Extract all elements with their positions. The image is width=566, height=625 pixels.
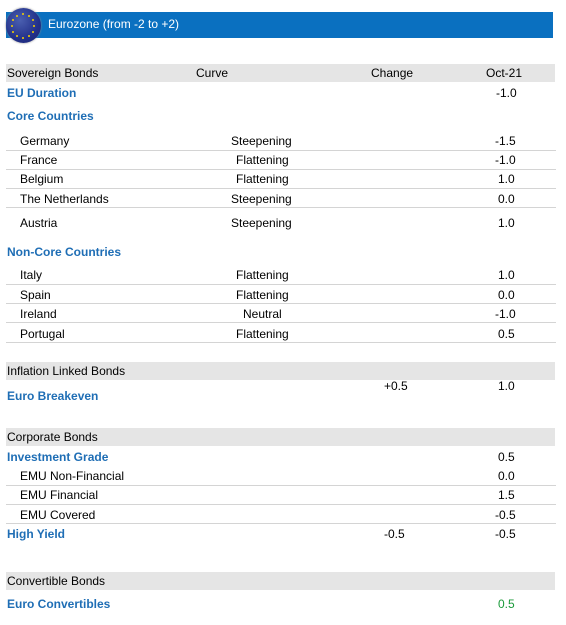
country-name: The Netherlands bbox=[20, 192, 109, 206]
country-name: Portugal bbox=[20, 327, 65, 341]
country-name: France bbox=[20, 153, 58, 167]
country-name: Ireland bbox=[20, 307, 57, 321]
section-convertible-label: Convertible Bonds bbox=[7, 574, 106, 588]
column-month-header: Oct-21 bbox=[486, 66, 523, 80]
column-change-header: Change bbox=[371, 66, 414, 80]
country-value: 0.5 bbox=[498, 327, 515, 341]
breakeven-change: +0.5 bbox=[384, 379, 408, 393]
country-curve: Flattening bbox=[236, 172, 289, 186]
row-divider bbox=[6, 504, 556, 505]
country-curve: Steepening bbox=[231, 216, 292, 230]
country-curve: Neutral bbox=[243, 307, 282, 321]
section-corporate-label: Corporate Bonds bbox=[7, 430, 98, 444]
row-divider bbox=[6, 342, 556, 343]
country-name: Spain bbox=[20, 288, 51, 302]
high-yield-value: -0.5 bbox=[495, 527, 516, 541]
country-value: 1.0 bbox=[498, 216, 515, 230]
country-name: Italy bbox=[20, 268, 43, 282]
core-countries-label: Core Countries bbox=[7, 109, 94, 123]
corporate-item-value: 1.5 bbox=[498, 488, 515, 502]
country-name: Austria bbox=[20, 216, 58, 230]
eu-duration-value: -1.0 bbox=[496, 86, 517, 100]
corporate-item-name: EMU Non-Financial bbox=[20, 469, 125, 483]
corporate-item-value: 0.0 bbox=[498, 469, 515, 483]
noncore-countries-label: Non-Core Countries bbox=[7, 245, 121, 259]
high-yield-change: -0.5 bbox=[384, 527, 405, 541]
row-divider bbox=[6, 322, 556, 323]
country-value: -1.5 bbox=[495, 134, 516, 148]
country-value: 1.0 bbox=[498, 268, 515, 282]
row-divider bbox=[6, 523, 556, 524]
euro-convertibles-value: 0.5 bbox=[498, 597, 515, 611]
country-value: 1.0 bbox=[498, 172, 515, 186]
country-curve: Flattening bbox=[236, 153, 289, 167]
country-curve: Flattening bbox=[236, 288, 289, 302]
country-value: -1.0 bbox=[495, 153, 516, 167]
row-divider bbox=[6, 169, 556, 170]
country-value: 0.0 bbox=[498, 192, 515, 206]
breakeven-value: 1.0 bbox=[498, 379, 515, 393]
row-divider bbox=[6, 150, 556, 151]
country-curve: Steepening bbox=[231, 134, 292, 148]
country-name: Germany bbox=[20, 134, 70, 148]
investment-grade-label: Investment Grade bbox=[7, 450, 109, 464]
eu-duration-label: EU Duration bbox=[7, 86, 77, 100]
section-inflation-label: Inflation Linked Bonds bbox=[7, 364, 126, 378]
section-sovereign-label: Sovereign Bonds bbox=[7, 66, 99, 80]
corporate-item-value: -0.5 bbox=[495, 508, 516, 522]
row-divider bbox=[6, 188, 556, 189]
eu-flag-icon bbox=[6, 8, 41, 43]
euro-breakeven-label: Euro Breakeven bbox=[7, 389, 99, 403]
country-name: Belgium bbox=[20, 172, 64, 186]
row-divider bbox=[6, 303, 556, 304]
country-curve: Flattening bbox=[236, 268, 289, 282]
high-yield-label: High Yield bbox=[7, 527, 66, 541]
country-curve: Flattening bbox=[236, 327, 289, 341]
euro-convertibles-label: Euro Convertibles bbox=[7, 597, 111, 611]
investment-grade-value: 0.5 bbox=[498, 450, 515, 464]
country-value: 0.0 bbox=[498, 288, 515, 302]
row-divider bbox=[6, 207, 556, 208]
column-curve-header: Curve bbox=[196, 66, 229, 80]
row-divider bbox=[6, 485, 556, 486]
corporate-item-name: EMU Financial bbox=[20, 488, 99, 502]
corporate-item-name: EMU Covered bbox=[20, 508, 96, 522]
country-value: -1.0 bbox=[495, 307, 516, 321]
row-divider bbox=[6, 284, 556, 285]
page-title: Eurozone (from -2 to +2) bbox=[48, 17, 180, 31]
country-curve: Steepening bbox=[231, 192, 292, 206]
